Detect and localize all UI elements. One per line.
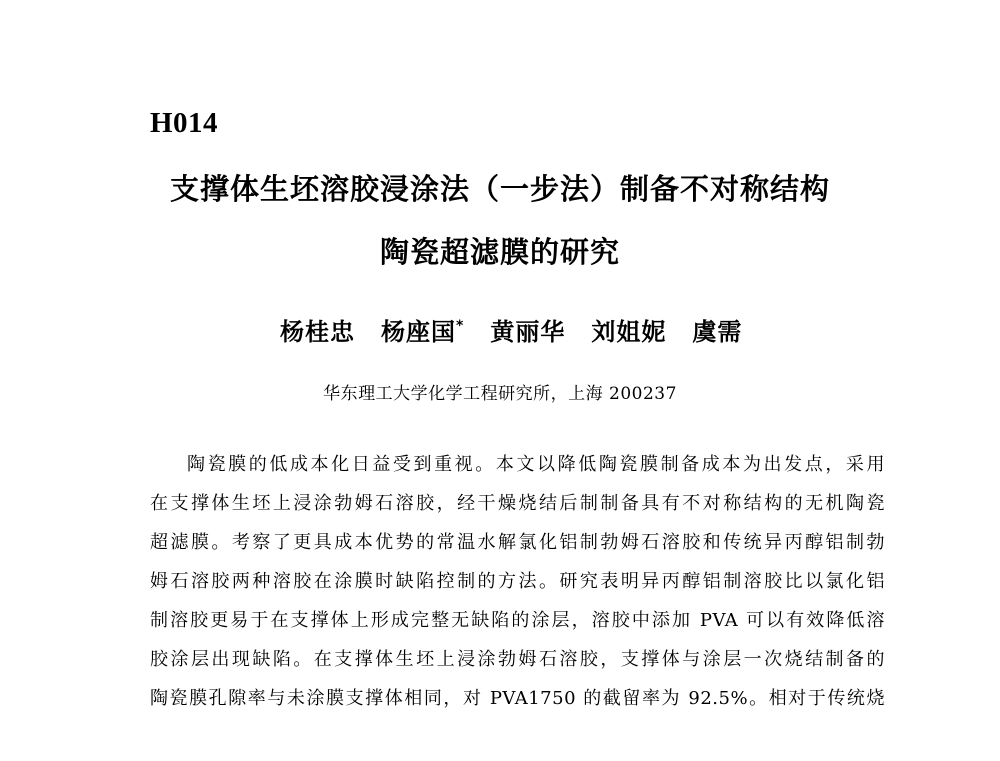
author-name: [381, 311, 464, 347]
paper-code: H014: [150, 107, 219, 139]
author-name: [591, 311, 666, 347]
author-name: [490, 311, 565, 347]
author-name-text: 黄丽华: [490, 318, 566, 346]
author-list: [280, 311, 742, 347]
abstract-line: 姆石溶胶两种溶胶在涂膜时缺陷控制的方法。研究表明异丙醇铝制溶胶比以氯化铝: [150, 571, 885, 592]
title-line-2: 陶瓷超滤膜的研究: [379, 235, 620, 269]
author-name: [280, 311, 355, 347]
abstract-line: 胶涂层出现缺陷。在支撑体生坯上浸涂勃姆石溶胶，支撑体与涂层一次烧结制备的: [150, 649, 885, 670]
abstract-line: 超滤膜。考察了更具成本优势的常温水解氯化铝制勃姆石溶胶和传统异丙醇铝制勃: [150, 532, 885, 553]
abstract-line: 陶瓷膜的低成本化日益受到重视。本文以降低陶瓷膜制备成本为出发点，采用: [187, 454, 885, 475]
author-name-text: 杨座国: [381, 318, 456, 346]
corresponding-author-mark: *: [456, 318, 465, 334]
author-name-text: 杨桂忠: [280, 318, 355, 346]
abstract-line: 陶瓷膜孔隙率与未涂膜支撑体相同，对 PVA1750 的截留率为 92.5%。相对于传统烧: [150, 688, 885, 709]
abstract-body: [150, 445, 885, 718]
title-line-1: 支撑体生坯溶胶浸涂法（一步法）制备不对称结构: [169, 172, 830, 206]
abstract-line: 在支撑体生坯上浸涂勃姆石溶胶，经干燥烧结后制制备具有不对称结构的无机陶瓷: [150, 493, 885, 514]
author-name-text: 虞需: [692, 318, 743, 346]
author-name-text: 刘姐妮: [591, 318, 667, 346]
abstract-line: 制溶胶更易于在支撑体上形成完整无缺陷的涂层，溶胶中添加 PVA 可以有效降低溶: [150, 610, 885, 631]
author-name: [692, 311, 742, 347]
affiliation: 华东理工大学化学工程研究所，上海 200237: [323, 384, 677, 404]
